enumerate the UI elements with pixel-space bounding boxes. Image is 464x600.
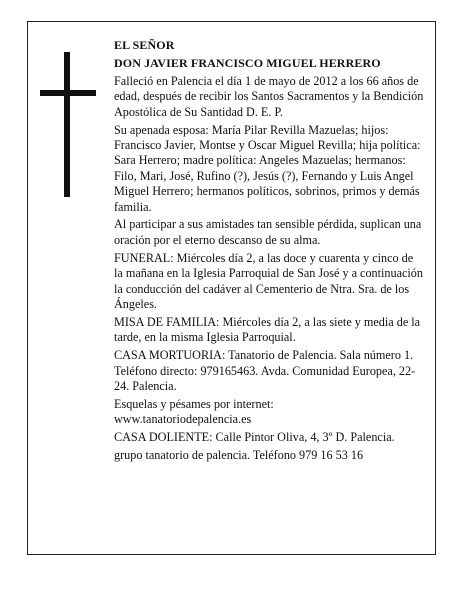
family-list: Su apenada esposa: María Pilar Revilla Mazuelas; hijos: Francisco Javier, Montse y Oscar Miguel Revilla; hija política: Sara Herrero; madre política: Angeles Mazuelas; hermanos: Filo, Mari, José, Rufino (?), Jesús (?), Fernando y Luis Angel Miguel Herrero; hermanos políticos, sobrinos, primos y demás familia. <box>114 122 421 214</box>
cross-vertical-bar <box>64 52 70 197</box>
obituary-text <box>114 38 424 466</box>
online-condolences-label: Esquelas y pésames por internet: <box>114 396 274 411</box>
family-mass-info: MISA DE FAMILIA: Miércoles día 2, a las siete y media de la tarde, en la misma Iglesia Parroquial. <box>114 314 421 345</box>
prayer-request: Al participar a sus amistades tan sensible pérdida, suplican una oración por el eterno descanso de su alma. <box>114 217 422 247</box>
funeral-group-phone: grupo tanatorio de palencia. Teléfono 979 16 53 16 <box>114 448 364 463</box>
funeral-home-info: CASA MORTUORIA: Tanatorio de Palencia. Sala número 1. Teléfono directo: 979165463. Avda. Comunidad Europea, 22-24. Palencia. <box>114 348 416 394</box>
family-home-address: CASA DOLIENTE: Calle Pintor Oliva, 4, 3º D. Palencia. <box>114 430 395 445</box>
latin-cross-icon <box>40 52 96 197</box>
funeral-info: FUNERAL: Miércoles día 2, a las doce y cuarenta y cinco de la mañana en la Iglesia Parroquial de San José y a continuación la conducción del cadáver al Cementerio de Ntra. Sra. de los Ángeles. <box>114 250 423 311</box>
deceased-name: DON JAVIER FRANCISCO MIGUEL HERRERO <box>114 55 381 70</box>
funeral-home-website: www.tanatoriodepalencia.es <box>114 412 252 427</box>
cross-horizontal-bar <box>40 90 96 96</box>
title-honorific: EL SEÑOR <box>114 38 175 52</box>
death-announcement: Falleció en Palencia el día 1 de mayo de 2012 a los 66 años de edad, después de recibir los Santos Sacramentos y la Bendición Apostólica de Su Santidad D. E. P. <box>114 73 424 119</box>
